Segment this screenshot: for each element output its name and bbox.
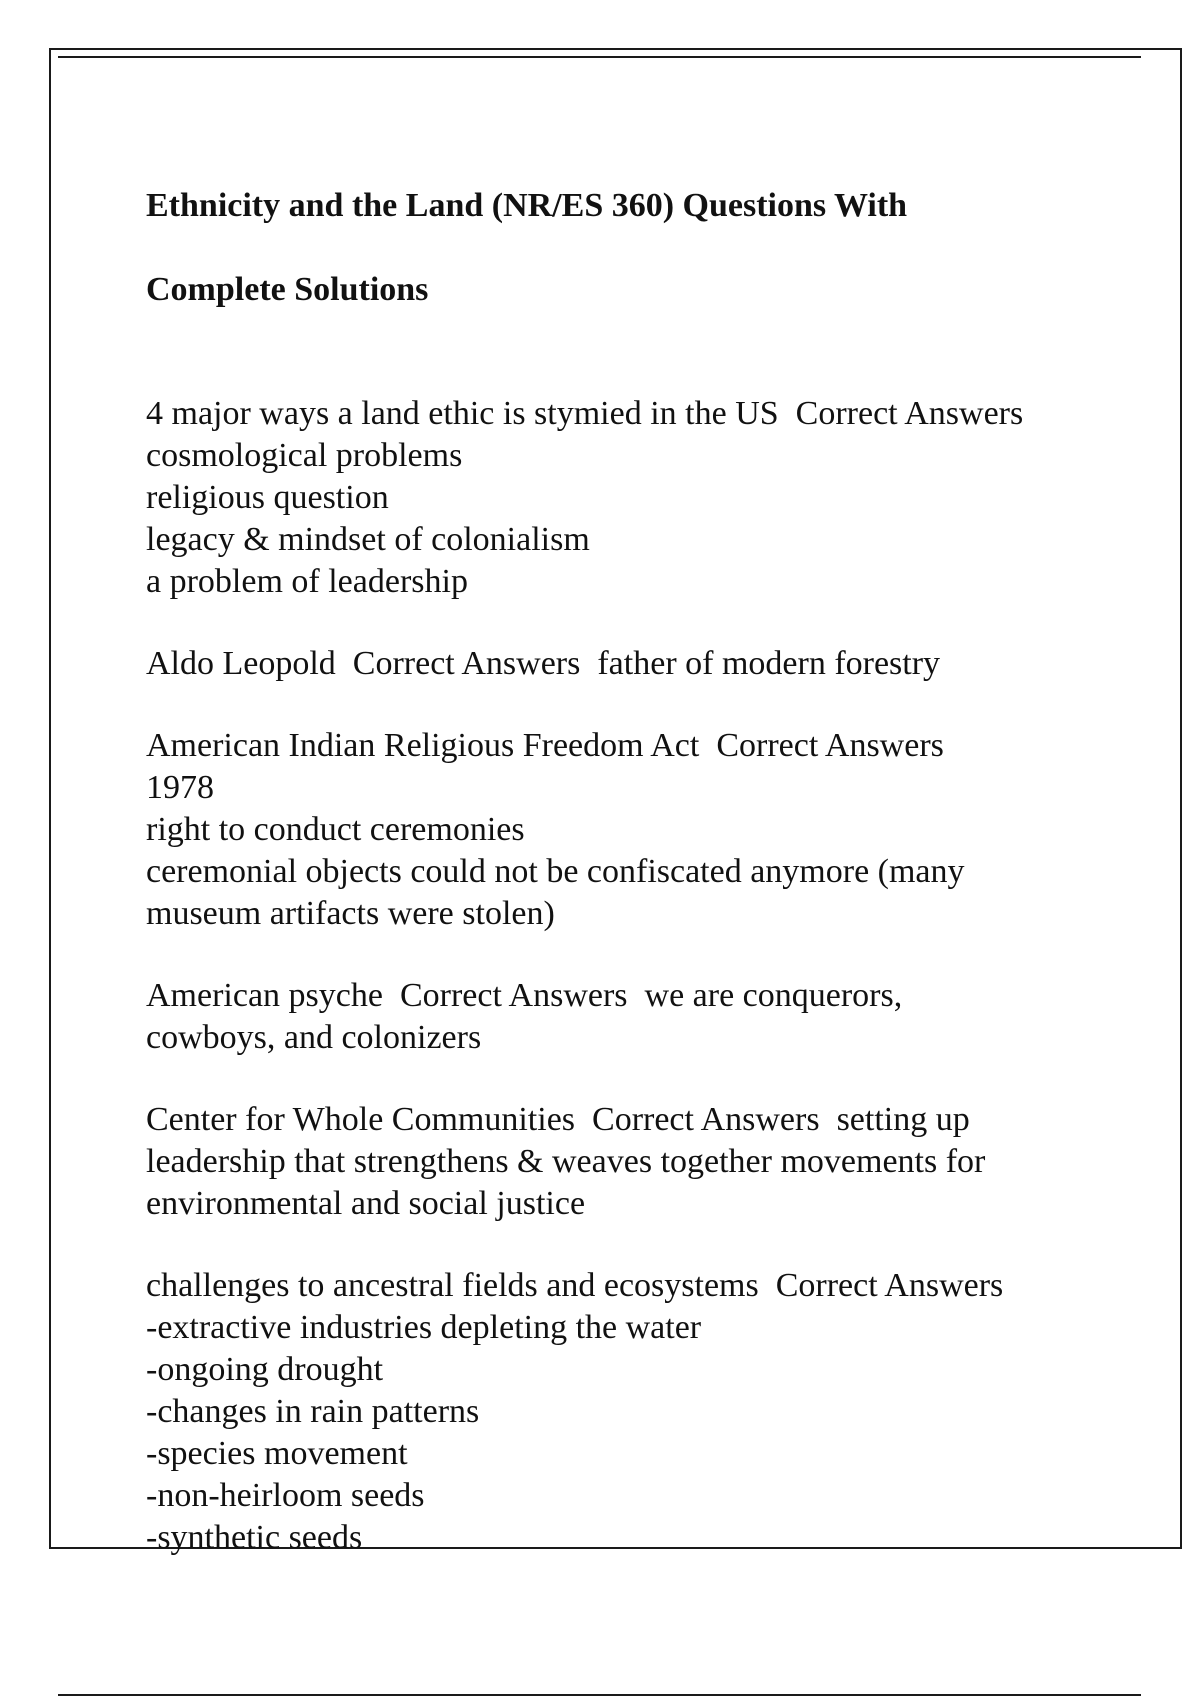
title-line: Ethnicity and the Land (NR/ES 360) Questions With [146, 187, 908, 224]
entry-line: -changes in rain patterns [146, 1393, 480, 1430]
entry-line: 4 major ways a land ethic is stymied in the US Correct Answers [146, 395, 1024, 432]
entry-line: environmental and social justice [146, 1185, 586, 1222]
entry-line: museum artifacts were stolen) [146, 895, 555, 932]
qa-entry-religious-freedom-act [146, 725, 1146, 935]
document-title [146, 143, 1026, 353]
qa-entry-land-ethic [146, 393, 1146, 603]
qa-entry-whole-communities [146, 1099, 1146, 1225]
entry-line: ceremonial objects could not be confiscated anymore (many [146, 853, 965, 890]
entry-line: Aldo Leopold Correct Answers father of modern forestry [146, 645, 941, 682]
entry-line: Center for Whole Communities Correct Answers setting up [146, 1101, 970, 1138]
entry-line: -extractive industries depleting the water [146, 1309, 702, 1346]
entry-line: right to conduct ceremonies [146, 811, 525, 848]
entry-line: cosmological problems [146, 437, 463, 474]
entry-line: leadership that strengthens & weaves together movements for [146, 1143, 986, 1180]
entry-line: religious question [146, 479, 389, 516]
entry-line: -non-heirloom seeds [146, 1477, 425, 1514]
document-body [146, 143, 1146, 1559]
title-line: Complete Solutions [146, 271, 429, 308]
entry-line: cowboys, and colonizers [146, 1019, 482, 1056]
entry-line: -synthetic seeds [146, 1519, 363, 1556]
entry-line: challenges to ancestral fields and ecosystems Correct Answers [146, 1267, 1004, 1304]
entry-line: -ongoing drought [146, 1351, 384, 1388]
entry-line: American psyche Correct Answers we are conquerors, [146, 977, 903, 1014]
entry-line: -species movement [146, 1435, 408, 1472]
qa-entry-ancestral-fields [146, 1265, 1146, 1559]
footer-rule [58, 1694, 1141, 1696]
qa-list [146, 393, 1146, 1559]
entry-line: a problem of leadership [146, 563, 468, 600]
entry-line: 1978 [146, 769, 214, 806]
qa-entry-american-psyche [146, 975, 1146, 1059]
entry-line: American Indian Religious Freedom Act Correct Answers [146, 727, 944, 764]
qa-entry-aldo-leopold [146, 643, 1146, 685]
entry-line: legacy & mindset of colonialism [146, 521, 590, 558]
